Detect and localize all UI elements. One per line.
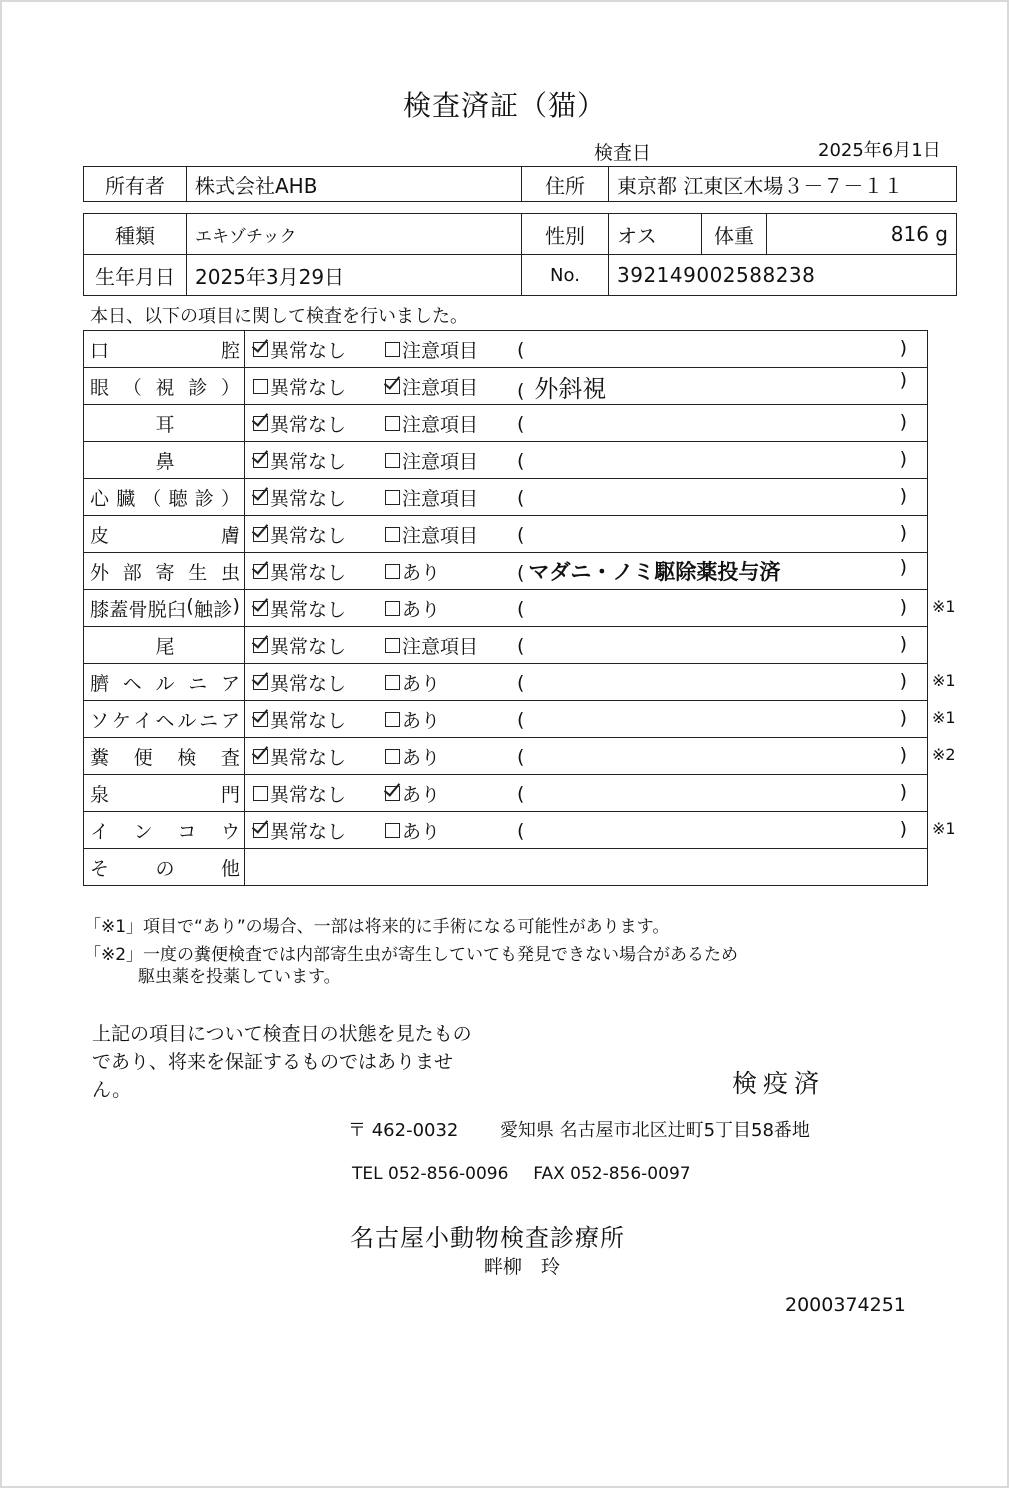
note-parens: ( ) [517,522,907,546]
item-result [245,812,928,849]
other-checkbox[interactable] [385,564,400,579]
item-remark: ※1 [932,707,956,727]
result-options [253,447,927,474]
weight-label: 体重 [702,214,767,255]
other-checkbox[interactable] [385,638,400,653]
table-row [84,738,928,775]
note-parens: ( ) [517,448,907,472]
table-row [84,553,928,590]
normal-label: 異常なし [270,339,347,362]
normal-label: 異常なし [270,413,347,436]
other-checkbox[interactable] [385,786,400,801]
normal-option[interactable] [253,706,385,733]
normal-label: 異常なし [270,524,347,547]
address-label: 住所 [522,167,609,202]
other-option[interactable] [385,373,517,400]
quarantine-stamp: 検疫済 [732,1069,826,1098]
other-label: 注意項目 [402,487,479,510]
other-label: そ の 他 [90,857,240,880]
normal-checkbox[interactable] [253,786,268,801]
normal-checkbox[interactable] [253,564,268,579]
result-options [253,556,927,586]
document-title: 検査済証（猫） [402,89,606,122]
normal-option[interactable] [253,484,385,511]
other-option[interactable] [385,632,517,659]
normal-option[interactable] [253,595,385,622]
no-value: 392149002588238 [609,255,957,296]
other-option[interactable] [385,558,517,585]
item-note: 外斜視 [534,374,607,403]
item-name-spread: 泉 門 [90,783,240,806]
other-option[interactable] [385,521,517,548]
other-checkbox[interactable] [385,379,400,394]
normal-checkbox[interactable] [253,342,268,357]
item-name [84,849,245,886]
other-label: 注意項目 [402,339,479,362]
other-label: 注意項目 [402,376,479,399]
item-name [84,553,245,590]
normal-label: 異常なし [270,746,347,769]
normal-checkbox[interactable] [253,675,268,690]
other-checkbox[interactable] [385,749,400,764]
animal-table [83,213,957,296]
item-name [84,664,245,701]
note-parens: ( マダニ・ノミ駆除薬投与済 ) [517,556,907,584]
item-remark: ※1 [932,818,956,838]
vet-name: 畔柳 玲 [484,1256,561,1278]
note-wrap: ( [517,672,525,694]
table-row-other [84,849,928,886]
other-label: あり [402,709,441,732]
document-code: 2000374251 [785,1294,906,1316]
normal-option[interactable] [253,336,385,363]
normal-option[interactable] [253,373,385,400]
inspection-table [83,330,928,886]
table-row [84,331,928,368]
other-label: あり [402,598,441,621]
other-label: あり [402,820,441,843]
other-option[interactable] [385,817,517,844]
normal-checkbox[interactable] [253,527,268,542]
normal-option[interactable] [253,780,385,807]
result-options [253,743,927,770]
item-name-spread: ソ ケ イ ヘ ル ニ ア [90,709,240,732]
intro-text: 本日、以下の項目に関して検査を行いました。 [90,306,468,327]
other-checkbox[interactable] [385,453,400,468]
fax-number: FAX 052-856-0097 [533,1164,691,1184]
other-label: 注意項目 [402,524,479,547]
item-remark: ※1 [932,670,956,690]
note-wrap: ( [517,746,525,768]
note-parens: ( ) [517,707,907,731]
item-name [84,331,245,368]
normal-checkbox[interactable] [253,601,268,616]
result-options [253,669,927,696]
other-option[interactable] [385,743,517,770]
table-row [84,368,928,405]
item-name-spread: 臍 ヘ ル ニ ア [90,672,240,695]
birth-label: 生年月日 [84,255,187,296]
table-row [84,627,928,664]
owner-table [83,166,957,202]
clinic-address: 愛知県 名古屋市北区辻町5丁目58番地 [499,1120,810,1141]
item-result [245,405,928,442]
table-row [84,701,928,738]
note-parens: ( 外斜視 ) [517,368,907,403]
other-checkbox[interactable] [385,342,400,357]
item-name-spread: 皮 膚 [90,524,240,547]
item-remark: ※2 [932,744,956,764]
item-name-spread: 口 腔 [90,339,240,362]
note-parens: ( ) [517,411,907,435]
other-checkbox[interactable] [385,823,400,838]
result-options [253,632,927,659]
other-label: あり [402,672,441,695]
normal-checkbox[interactable] [253,490,268,505]
exam-date: 2025年6月1日 [818,140,941,161]
normal-option[interactable] [253,817,385,844]
item-name [84,775,245,812]
table-row [84,590,928,627]
normal-label: 異常なし [270,783,347,806]
normal-label: 異常なし [270,635,347,658]
other-option[interactable] [385,336,517,363]
item-remark: ※1 [932,596,956,616]
note-wrap: ( [517,413,525,435]
note-parens: ( ) [517,744,907,768]
tel-number: TEL 052-856-0096 [352,1164,509,1184]
normal-option[interactable] [253,447,385,474]
note-parens: ( ) [517,485,907,509]
note-wrap: ( [517,820,525,842]
item-result [245,442,928,479]
normal-option[interactable] [253,410,385,437]
normal-label: 異常なし [270,598,347,621]
item-result [245,331,928,368]
postal-code: 〒 462-0032 [348,1120,459,1141]
note-wrap: ( [517,339,525,361]
note-wrap: ( マダニ・ノミ駆除薬投与済 [517,560,781,584]
note-wrap: ( [517,450,525,472]
note-wrap: ( 外斜視 [517,374,607,403]
footnote-1: 「※1」項目で“あり”の場合、一部は将来的に手術になる可能性があります。 [84,917,670,937]
address-value: 東京都 江東区木場３－７－１１ [609,167,957,202]
clinic-address-line [348,1116,810,1142]
no-label: No. [522,255,609,296]
result-options [253,484,927,511]
contact-line [352,1164,691,1184]
note-wrap: ( [517,598,525,620]
footnote-2: 「※2」一度の糞便検査では内部寄生虫が寄生していても発見できない場合があるため [84,945,739,965]
item-result [245,590,928,627]
table-row [84,405,928,442]
item-name-spread: 眼 （ 視 診 ） [90,376,240,399]
note-parens: ( ) [517,596,907,620]
item-name: 尾 [84,627,245,664]
other-checkbox[interactable] [385,675,400,690]
normal-option[interactable] [253,521,385,548]
normal-checkbox[interactable] [253,749,268,764]
normal-checkbox[interactable] [253,712,268,727]
result-options [253,706,927,733]
item-name-spread: 心 臓 （ 聴 診 ） [90,487,240,510]
other-checkbox[interactable] [385,527,400,542]
other-option[interactable] [385,780,517,807]
item-result [245,368,928,405]
type-label: 種類 [84,214,187,255]
other-label: 注意項目 [402,450,479,473]
other-label: あり [402,783,441,806]
other-checkbox[interactable] [385,601,400,616]
clinic-name: 名古屋小動物検査診療所 [350,1224,625,1252]
other-checkbox[interactable] [385,416,400,431]
note-wrap: ( [517,635,525,657]
sex-label: 性別 [522,214,609,255]
type-value: エキゾチック [187,214,522,255]
item-name-spread: 糞 便 検 査 [90,746,240,769]
item-result [245,479,928,516]
result-options [253,336,927,363]
normal-option[interactable] [253,669,385,696]
other-checkbox[interactable] [385,712,400,727]
item-name: 鼻 [84,442,245,479]
normal-checkbox[interactable] [253,453,268,468]
result-options [253,410,927,437]
other-option[interactable] [385,706,517,733]
normal-checkbox[interactable] [253,379,268,394]
item-name [84,479,245,516]
item-name [84,590,245,627]
note-wrap: ( [517,783,525,805]
item-name-spread: イ ン コ ウ [90,820,240,843]
result-options [253,369,927,404]
item-note: マダニ・ノミ駆除薬投与済 [528,560,781,584]
item-result [245,553,928,590]
item-name [84,368,245,405]
item-name [84,701,245,738]
normal-checkbox[interactable] [253,638,268,653]
result-options [253,780,927,807]
weight-value: 816 g [767,214,957,255]
item-name [84,812,245,849]
owner-value: 株式会社AHB [187,167,522,202]
other-option[interactable] [385,669,517,696]
item-result [245,701,928,738]
normal-label: 異常なし [270,376,347,399]
footnote-2-cont: 駆虫薬を投薬しています。 [138,967,341,987]
table-row [84,775,928,812]
normal-label: 異常なし [270,487,347,510]
note-wrap: ( [517,524,525,546]
other-notes[interactable] [245,849,928,886]
other-option[interactable] [385,484,517,511]
normal-option[interactable] [253,632,385,659]
item-result [245,738,928,775]
result-options [253,817,927,844]
note-parens: ( ) [517,781,907,805]
item-name-spread: 外 部 寄 生 虫 [90,561,240,584]
table-row [84,664,928,701]
item-result [245,664,928,701]
normal-checkbox[interactable] [253,823,268,838]
note-parens: ( ) [517,670,907,694]
table-row [84,442,928,479]
item-name [84,738,245,775]
item-result [245,775,928,812]
normal-label: 異常なし [270,820,347,843]
note-parens: ( ) [517,818,907,842]
note-parens: ( ) [517,633,907,657]
normal-label: 異常なし [270,561,347,584]
item-name [84,516,245,553]
item-result [245,516,928,553]
other-option[interactable] [385,447,517,474]
result-options [253,521,927,548]
note-parens: ( ) [517,337,907,361]
birth-value: 2025年3月29日 [187,255,522,296]
other-label: あり [402,561,441,584]
disclaimer: 上記の項目について検査日の状態を見たものであり、将来を保証するものではありません。 [92,1023,472,1101]
item-result [245,627,928,664]
note-wrap: ( [517,709,525,731]
table-row [84,479,928,516]
exam-date-label: 検査日 [594,142,652,164]
item-name-spread: 膝 蓋 骨 脱 臼 ( 触 診 ) [90,594,240,621]
normal-label: 異常なし [270,672,347,695]
normal-label: 異常なし [270,709,347,732]
owner-label: 所有者 [84,167,187,202]
table-row [84,516,928,553]
result-options [253,595,927,622]
normal-option[interactable] [253,558,385,585]
normal-checkbox[interactable] [253,416,268,431]
other-option[interactable] [385,595,517,622]
other-label: あり [402,746,441,769]
other-label: 注意項目 [402,413,479,436]
other-option[interactable] [385,410,517,437]
normal-option[interactable] [253,743,385,770]
sex-value: オス [609,214,702,255]
other-label: 注意項目 [402,635,479,658]
normal-label: 異常なし [270,450,347,473]
other-checkbox[interactable] [385,490,400,505]
note-wrap: ( [517,487,525,509]
table-row [84,812,928,849]
item-name: 耳 [84,405,245,442]
